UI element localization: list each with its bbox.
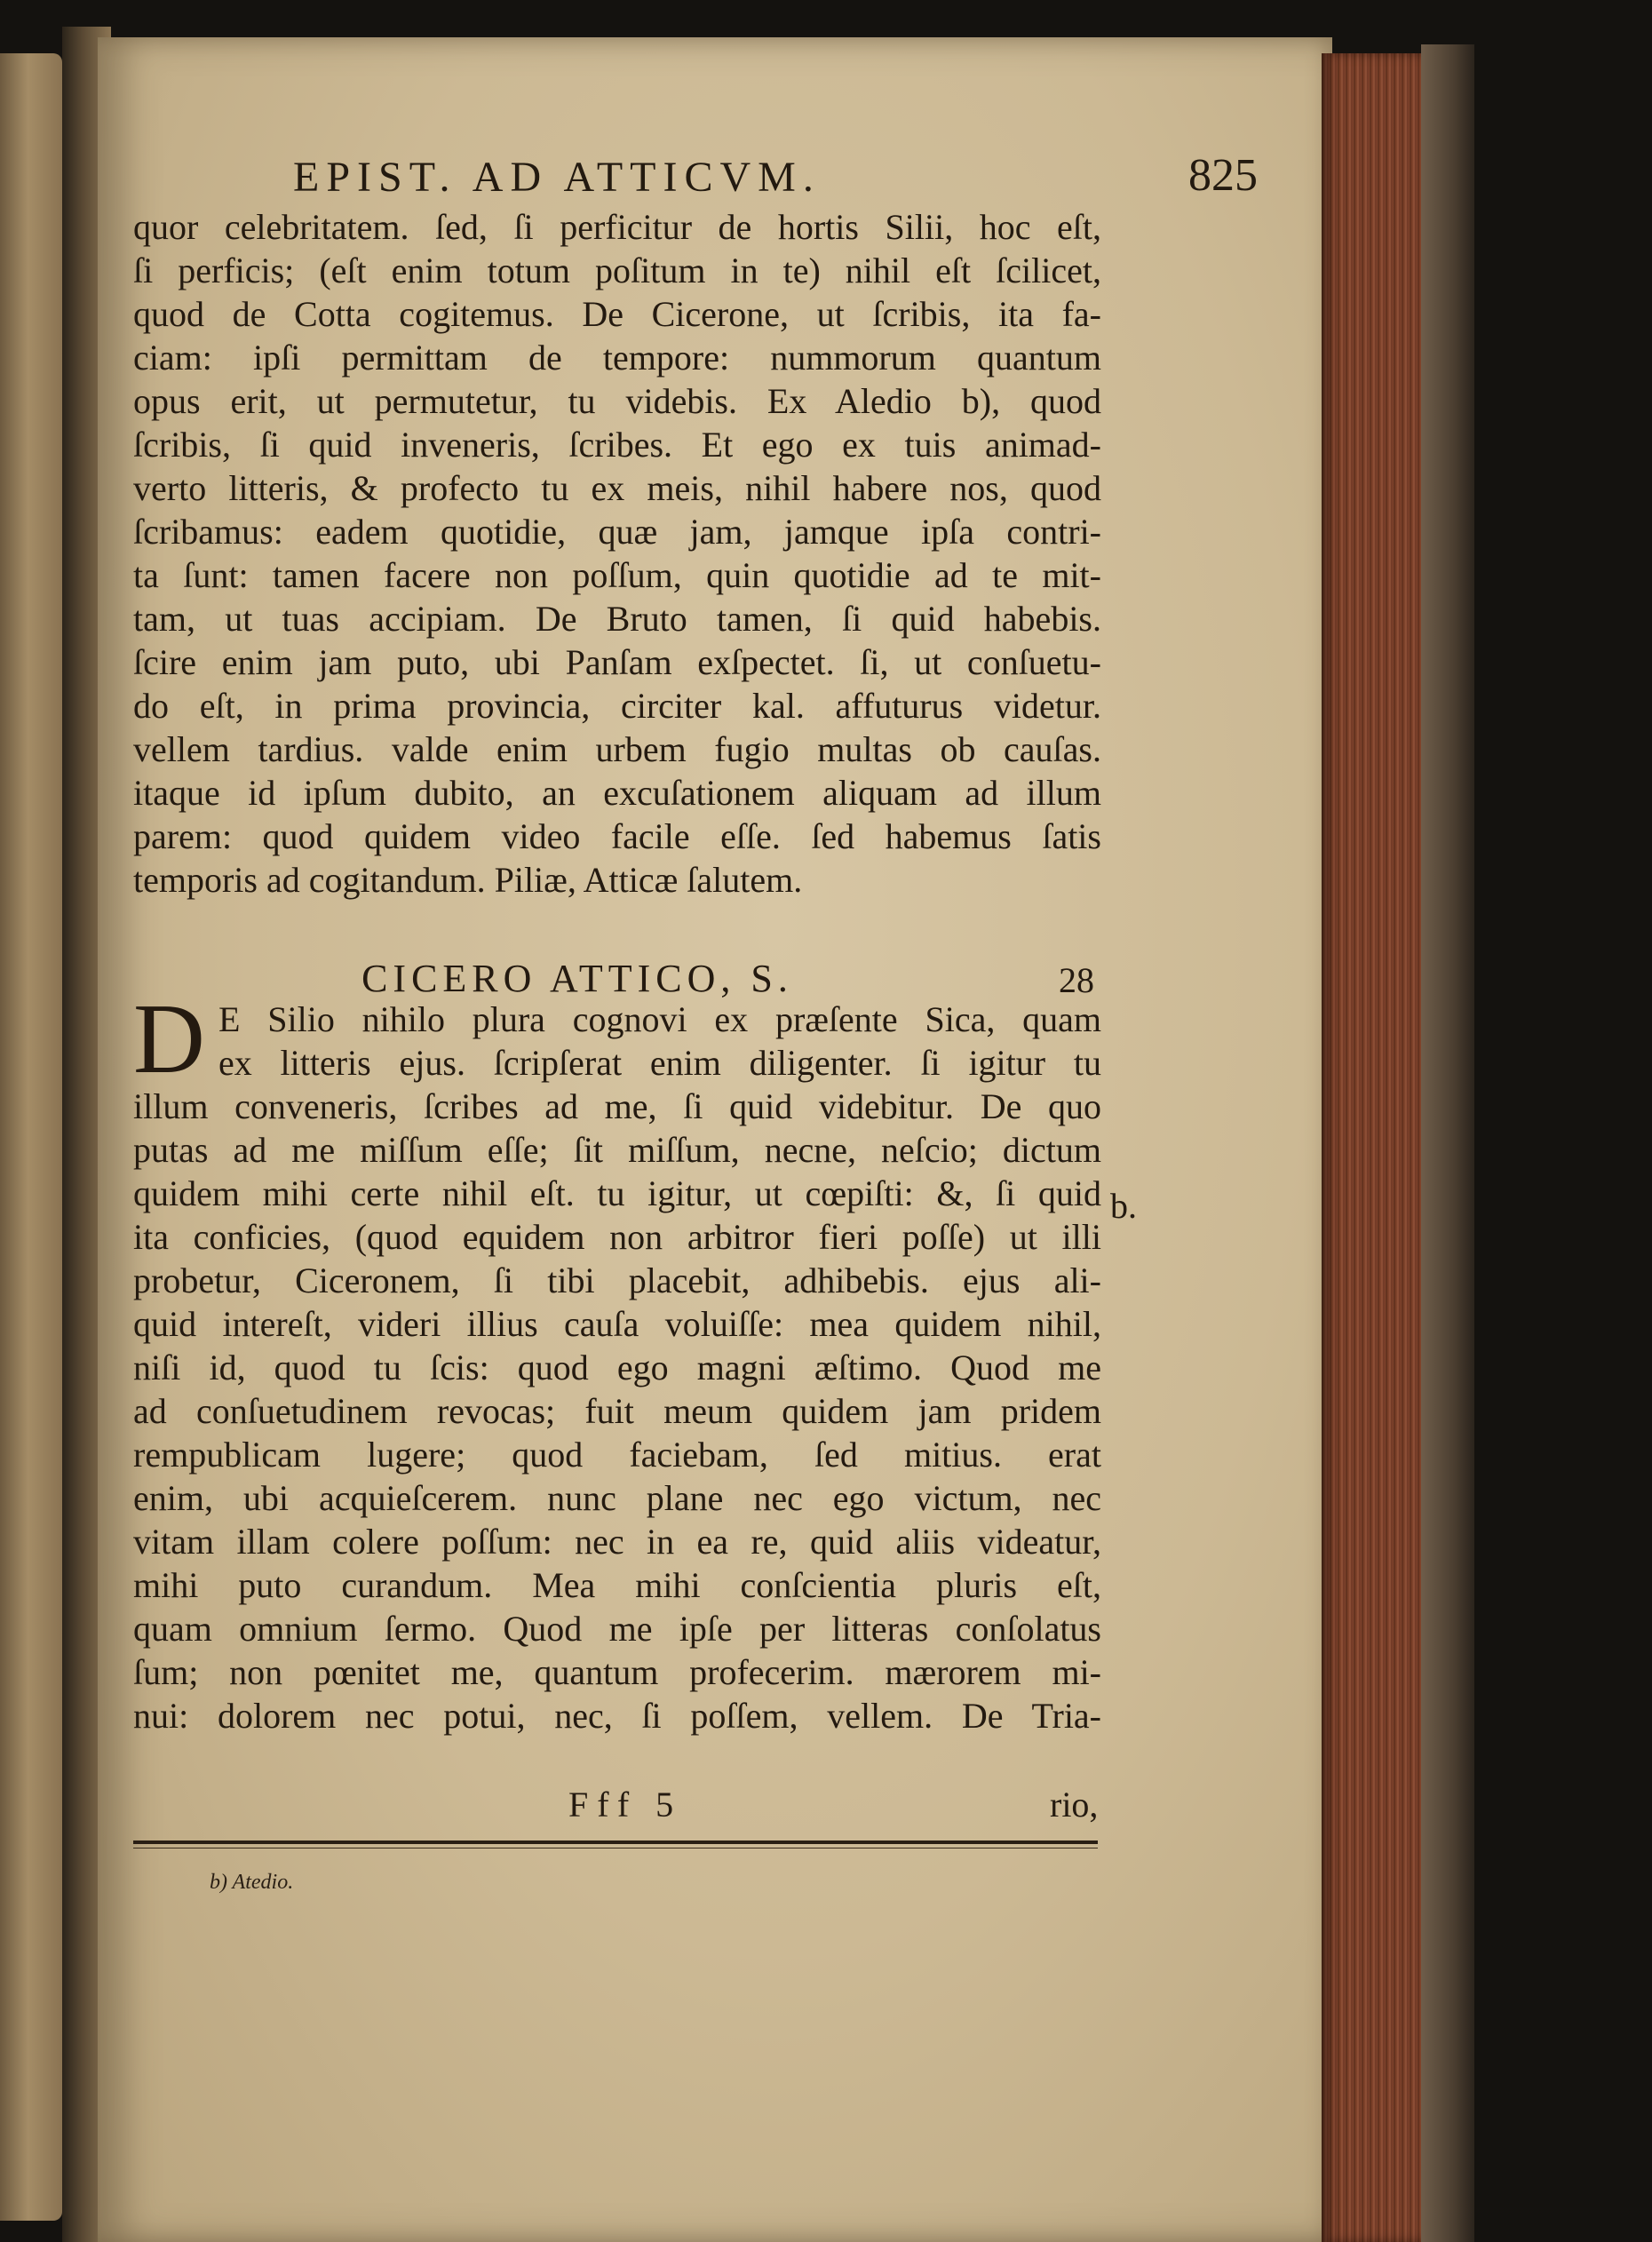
text-line: opus erit, ut permutetur, tu videbis. Ex Aledio b), quod	[133, 381, 1101, 421]
text-line: ex litteris ejus. ſcripſerat enim diligenter. ſi igitur tu	[218, 1043, 1101, 1083]
text-line: quidem mihi certe nihil eſt. tu igitur, ut cœpiſti: &, ſi quid	[133, 1173, 1101, 1213]
text-line: vitam illam colere poſſum: nec in ea re, quid aliis videatur,	[133, 1522, 1101, 1562]
text-line: temporis ad cogitandum. Piliæ, Atticæ ſalutem.	[133, 860, 803, 900]
text-line: nui: dolorem nec potui, nec, ſi poſſem, vellem. De Tria-	[133, 1696, 1101, 1736]
text-line: illum conveneris, ſcribes ad me, ſi quid videbitur. De quo	[133, 1086, 1101, 1126]
text-line: ſcire enim jam puto, ubi Panſam exſpectet. ſi, ut conſuetu-	[133, 642, 1101, 682]
page-number: 825	[1188, 150, 1258, 201]
text-line: parem: quod quidem video facile eſſe. ſed habemus ſatis	[133, 816, 1101, 856]
footnote: b) Atedio.	[210, 1871, 294, 1894]
text-line: mihi puto curandum. Mea mihi conſcientia pluris eſt,	[133, 1565, 1101, 1605]
text-line: enim, ubi acquieſcerem. nunc plane nec ego victum, nec	[133, 1478, 1101, 1518]
text-line: ſum; non pœnitet me, quantum profecerim. mærorem mi-	[133, 1652, 1101, 1692]
text-line: quod de Cotta cogitemus. De Cicerone, ut ſcribis, ita fa-	[133, 294, 1101, 334]
text-line: ſi perficis; (eſt enim totum poſitum in te) nihil eſt ſcilicet,	[133, 250, 1101, 290]
text-line: probetur, Ciceronem, ſi tibi placebit, adhibebis. ejus ali-	[133, 1260, 1101, 1300]
letter-number: 28	[1059, 960, 1094, 1000]
letter-heading: CICERO ATTICO, S.	[361, 957, 793, 1000]
fore-edge	[1322, 53, 1428, 2242]
text-line: niſi id, quod tu ſcis: quod ego magni æſtimo. Quod me	[133, 1348, 1101, 1387]
text-line: do eſt, in prima provincia, circiter kal. affuturus videtur.	[133, 686, 1101, 726]
text-line: ciam: ipſi permittam de tempore: nummorum quantum	[133, 338, 1101, 378]
signature-mark: Fff 5	[568, 1785, 683, 1825]
running-head: EPIST. AD ATTICVM.	[293, 154, 821, 201]
text-line: ſcribamus: eadem quotidie, quæ jam, jamque ipſa contri-	[133, 512, 1101, 552]
text-line: ta ſunt: tamen facere non poſſum, quin quotidie ad te mit-	[133, 555, 1101, 595]
text-line: E Silio nihilo plura cognovi ex præſente Sica, quam	[218, 999, 1101, 1039]
cover-edge	[1421, 44, 1474, 2242]
text-line: quor celebritatem. ſed, ſi perficitur de hortis Silii, hoc eſt,	[133, 207, 1101, 247]
text-line: tam, ut tuas accipiam. De Bruto tamen, ſi quid habebis.	[133, 599, 1101, 639]
text-line: ſcribis, ſi quid inveneris, ſcribes. Et ego ex tuis animad-	[133, 425, 1101, 465]
text-line: putas ad me miſſum eſſe; ſit miſſum, necne, neſcio; dictum	[133, 1130, 1101, 1170]
text-line: ita conficies, (quod equidem non arbitror fieri poſſe) ut illi	[133, 1217, 1101, 1257]
drop-cap: D	[133, 984, 205, 1094]
footnote-rule	[133, 1841, 1098, 1844]
text-line: rempublicam lugere; quod faciebam, ſed mitius. erat	[133, 1435, 1101, 1475]
text-line: itaque id ipſum dubito, an excuſationem aliquam ad illum	[133, 773, 1101, 813]
text-line: quid intereſt, videri illius cauſa voluiſſe: mea quidem nihil,	[133, 1304, 1101, 1344]
text-line: ad conſuetudinem revocas; fuit meum quidem jam pridem	[133, 1391, 1101, 1431]
text-line: quam omnium ſermo. Quod me ipſe per litteras conſolatus	[133, 1609, 1101, 1649]
text-line: vellem tardius. valde enim urbem fugio multas ob cauſas.	[133, 729, 1101, 769]
catchword: rio,	[1050, 1785, 1099, 1825]
margin-note: b.	[1110, 1186, 1137, 1226]
text-line: verto litteris, & profectο tu ex meis, nihil habere nos, quod	[133, 468, 1101, 508]
previous-page-edge	[0, 53, 62, 2221]
